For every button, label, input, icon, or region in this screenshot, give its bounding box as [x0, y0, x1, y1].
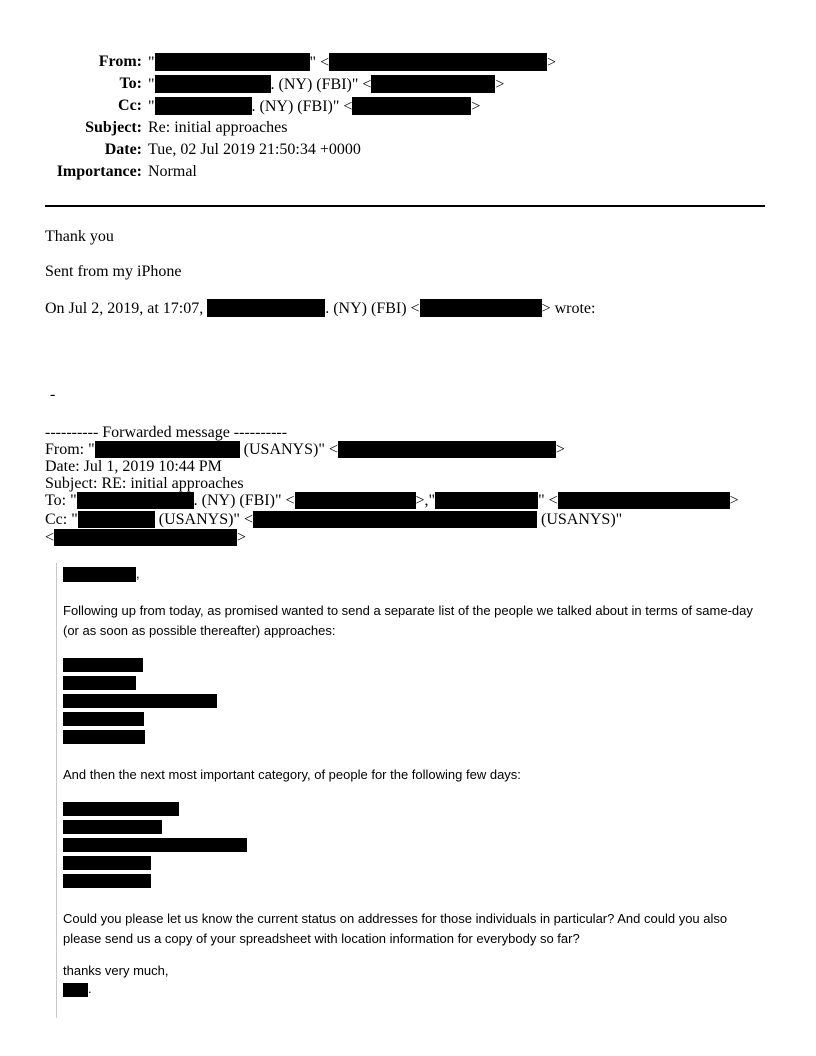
date-label: Date: [104, 141, 142, 158]
redacted-name [63, 838, 247, 852]
header-divider [45, 205, 765, 207]
redaction [558, 492, 730, 509]
redaction [77, 492, 194, 509]
forwarded-from: From: " (USANYS)" < > [45, 441, 565, 458]
forwarded-to: To: " . (NY) (FBI)" < >," " < > [45, 492, 739, 509]
thanks-text: thanks very much, [63, 963, 169, 978]
forwarded-subject: Subject: RE: initial approaches [45, 475, 244, 492]
redacted-name [63, 694, 217, 708]
redacted-name [63, 820, 162, 834]
redaction [253, 511, 537, 528]
redaction [329, 53, 547, 71]
redaction [155, 75, 271, 93]
date-value: Tue, 02 Jul 2019 21:50:34 +0000 [148, 141, 361, 158]
cc-value: " . (NY) (FBI)" < > [148, 98, 481, 115]
redacted-name [63, 802, 179, 816]
redaction [78, 511, 155, 528]
redacted-name [63, 658, 143, 672]
thank-you-text: Thank you [45, 228, 114, 245]
greeting: , [63, 566, 140, 582]
redaction [420, 299, 542, 317]
redaction [207, 299, 325, 317]
on-wrote-line: On Jul 2, 2019, at 17:07, . (NY) (FBI) < > wrote: [45, 300, 596, 317]
redaction [63, 983, 88, 997]
signoff: . [63, 981, 92, 997]
importance-label: Importance: [56, 163, 142, 180]
redacted-name [63, 730, 145, 744]
redaction [295, 492, 416, 509]
from-value: " " < > [148, 54, 557, 71]
from-label: From: [98, 53, 142, 70]
redacted-name [63, 856, 151, 870]
dash-text: - [50, 386, 56, 403]
redaction [352, 97, 471, 115]
subject-value: Re: initial approaches [148, 119, 288, 136]
sent-from-text: Sent from my iPhone [45, 263, 182, 280]
redaction [371, 75, 495, 93]
forwarded-title: ---------- Forwarded message ---------- [45, 424, 288, 441]
forwarded-cc: Cc: " (USANYS)" < (USANYS)" [45, 511, 623, 528]
redaction [155, 53, 310, 71]
quote-bar [56, 563, 57, 1018]
redaction [338, 441, 556, 458]
redaction [63, 567, 136, 582]
forwarded-date: Date: Jul 1, 2019 10:44 PM [45, 458, 222, 475]
redaction [95, 441, 240, 458]
redacted-name [63, 676, 136, 690]
redaction [155, 97, 252, 115]
subject-label: Subject: [85, 119, 142, 136]
redaction [435, 492, 538, 509]
redacted-name [63, 712, 144, 726]
forwarded-cc-cont: < > [45, 529, 247, 546]
paragraph-1: Following up from today, as promised wanted to send a separate list of the people we talked about in terms of same-day (or as soon as possible thereafter) approaches: [63, 603, 753, 638]
to-label: To: [119, 75, 142, 92]
redacted-name [63, 874, 151, 888]
redaction [54, 529, 237, 546]
cc-label: Cc: [118, 97, 142, 114]
paragraph-3: Could you please let us know the current status on addresses for those individuals in particular? And could you also please send us a copy of your spreadsheet with location information for everybody so far? [63, 911, 728, 946]
importance-value: Normal [148, 163, 197, 180]
to-value: " . (NY) (FBI)" < > [148, 76, 505, 93]
paragraph-2: And then the next most important category, of people for the following few days: [63, 767, 521, 782]
